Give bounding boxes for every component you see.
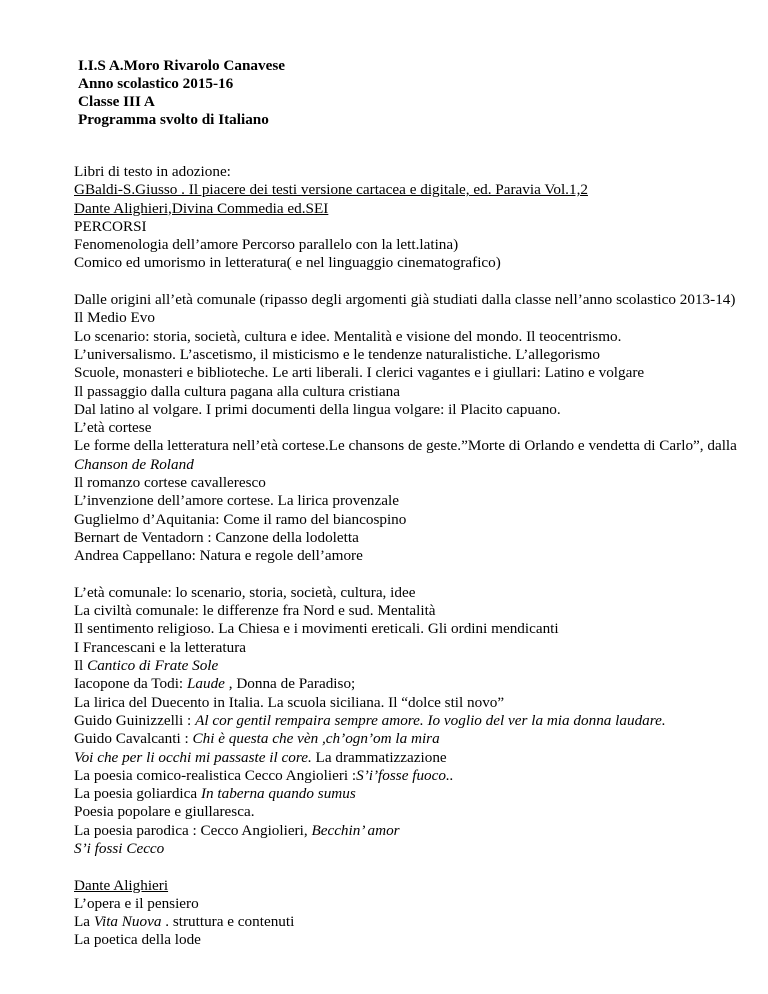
text-span: Guido Guinizzelli :: [74, 711, 196, 729]
class-name: Classe III A: [78, 93, 155, 110]
text-italic: S’i’fosse fuoco..: [356, 766, 454, 784]
text-line: Guglielmo d’Aquitania: Come il ramo del biancospino: [74, 510, 407, 528]
text-line: [74, 437, 754, 474]
text-line: Il sentimento religioso. La Chiesa e i movimenti ereticali. Gli ordini mendicanti: [74, 620, 559, 638]
text-italic: In taberna quando sumus: [200, 785, 356, 803]
text-line: La lirica del Duecento in Italia. La scuola siciliana. Il “dolce stil novo”: [74, 693, 505, 711]
text-span: La: [74, 913, 94, 931]
text-line: [74, 712, 754, 730]
text-italic: Vita Nuova: [93, 913, 162, 931]
text-span: La poesia comico-realistica Cecco Angiolieri :: [74, 766, 357, 784]
text-line: [74, 840, 754, 858]
text-line: I Francescani e la letteratura: [74, 638, 247, 656]
school-name: I.I.S A.Moro Rivarolo Canavese: [78, 57, 286, 74]
text-line: Il romanzo cortese cavalleresco: [74, 474, 266, 492]
text-italic: S’i fossi Cecco: [74, 839, 165, 857]
text-line: [74, 913, 754, 931]
text-line: Dal latino al volgare. I primi documenti della lingua volgare: il Placito capuano.: [74, 400, 561, 418]
textbook-1: GBaldi-S.Giusso . Il piacere dei testi versione cartacea e digitale, ed. Paravia Vol.1,2: [74, 181, 588, 199]
text-italic: Al cor gentil rempaira sempre amore. Io voglio del ver la mia donna laudare.: [195, 711, 666, 729]
text-italic: Voi che per li occhi mi passaste il core.: [74, 748, 312, 766]
school-year: Anno scolastico 2015-16: [78, 75, 234, 92]
text-span: La drammatizzazione: [311, 748, 447, 766]
document-body: [74, 163, 754, 950]
document-title: Programma svolto di Italiano: [78, 111, 269, 128]
percorso-1: Fenomenologia dell’amore Percorso parallelo con la lett.latina): [74, 236, 459, 254]
text-line: Il passaggio dalla cultura pagana alla cultura cristiana: [74, 382, 400, 400]
textbook-2: Dante Alighieri,Divina Commedia ed.SEI: [74, 199, 329, 217]
percorso-2: Comico ed umorismo in letteratura( e nel linguaggio cinematografico): [74, 254, 501, 272]
percorsi-heading: PERCORSI: [74, 217, 147, 235]
text-line: [74, 822, 754, 840]
text-span: Il: [74, 657, 88, 675]
text-line: L’età comunale: lo scenario, storia, società, cultura, idee: [74, 583, 416, 601]
text-italic: Becchin’ amor: [311, 821, 400, 839]
text-line: Andrea Cappellano: Natura e regole dell’amore: [74, 547, 363, 565]
text-line: L’invenzione dell’amore cortese. La lirica provenzale: [74, 492, 399, 510]
text-line: L’universalismo. L’ascetismo, il misticismo e le tendenze naturalistiche. L’allegorismo: [74, 345, 600, 363]
text-line: Lo scenario: storia, società, cultura e idee. Mentalità e visione del mondo. Il teocentrismo.: [74, 327, 622, 345]
text-line: [74, 785, 754, 803]
text-span: . struttura e contenuti: [161, 913, 295, 931]
text-line: [74, 730, 754, 748]
text-line: L’età cortese: [74, 419, 152, 437]
textbooks-heading: Libri di testo in adozione:: [74, 163, 231, 180]
text-italic: Cantico di Frate Sole: [87, 657, 219, 675]
text-span: , Donna de Paradiso;: [224, 675, 356, 693]
text-line: Il Medio Evo: [74, 309, 155, 327]
text-italic: Chi è questa che vèn ,ch’ogn’om la mira: [192, 730, 440, 748]
text-line: Bernart de Ventadorn : Canzone della lodoletta: [74, 528, 359, 546]
text-italic: Laude: [186, 675, 225, 693]
text-line: [74, 657, 754, 675]
text-line: [74, 749, 754, 767]
text-line: [74, 675, 754, 693]
spacer: [74, 566, 754, 584]
text-span: Le forme della letteratura nell’età cortese.Le chansons de geste.”Morte di Orlando e vendetta di Carlo”, dalla: [74, 437, 737, 455]
section-origins-intro: Dalle origini all’età comunale (ripasso degli argomenti già studiati dalla classe nell’anno scolastico 2013-14): [74, 291, 736, 309]
text-line: [74, 767, 754, 785]
text-line: L’opera e il pensiero: [74, 894, 199, 912]
spacer: [74, 858, 754, 876]
text-span: Guido Cavalcanti :: [74, 730, 193, 748]
document-header: [78, 57, 285, 129]
text-line: La civiltà comunale: le differenze fra Nord e sud. Mentalità: [74, 602, 436, 620]
text-italic: Chanson de Roland: [74, 455, 194, 473]
text-span: La poesia parodica : Cecco Angiolieri,: [74, 821, 312, 839]
text-span: La poesia goliardica: [74, 785, 201, 803]
text-line: Scuole, monasteri e biblioteche. Le arti liberali. I clerici vagantes e i giullari: Latino e volgare: [74, 364, 645, 382]
section-dante-heading: Dante Alighieri: [74, 876, 169, 894]
text-span: Iacopone da Todi:: [74, 675, 187, 693]
text-line: Poesia popolare e giullaresca.: [74, 803, 255, 821]
text-line: La poetica della lode: [74, 931, 201, 949]
spacer: [74, 273, 754, 291]
